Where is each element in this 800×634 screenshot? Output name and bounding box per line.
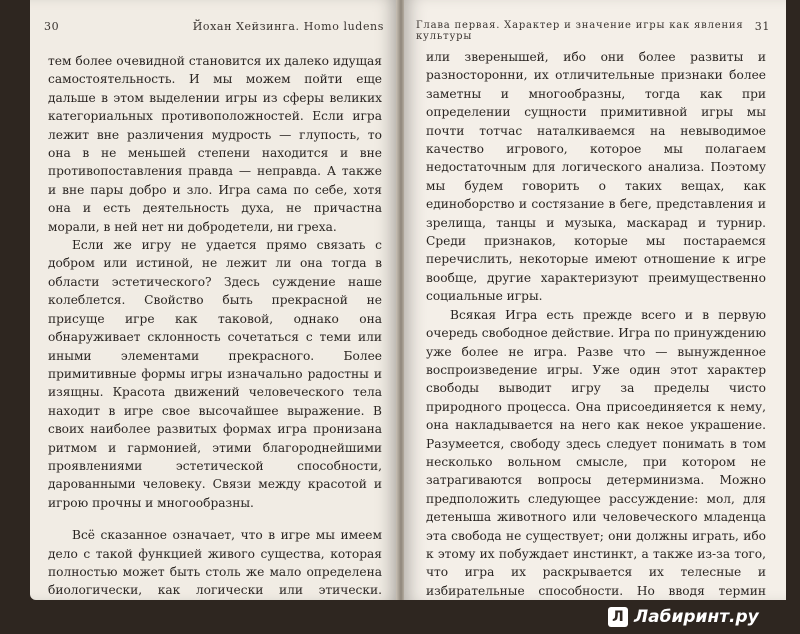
left-running-head: Йохан Хейзинга. Homo ludens <box>192 20 384 33</box>
labirint-watermark <box>608 600 759 634</box>
paragraph: Всё сказанное означает, что в игре мы имеем дело с такой функцией живого существа, которая полностью может быть столь же мало определена биологически, как логически или этически. <box>48 528 382 598</box>
right-running-head: Глава первая. Характер и значение игры как явления культуры <box>416 20 744 42</box>
paragraph: или зверенышей, ибо они более развиты и разносторонни, их отличительные признаки более заметны и многообразны, тогда как при определении сущности примитивной игры мы почти тотчас наталкиваемся на невыводимое качество игрового, которое мы полагаем недостаточным для логического анализа. Поэтому мы будем говорить о таких вещах, как единоборство и состязание в беге, представления и зрелища, танцы и музыка, маскарад и турнир. Среди признаков, которые мы постараемся перечислить, некоторые имеют отношение к игре вообще, другие характеризуют преимущественно социальные игры. <box>426 50 766 304</box>
left-page-text <box>48 52 382 600</box>
right-page-number: 31 <box>754 20 770 33</box>
left-page-number: 30 <box>44 20 60 33</box>
paragraph: Всякая Игра есть прежде всего и в первую очередь свободное действие. Игра по принуждению уже более не игра. Разве что — вынужденное воспроизведение игры. Уже один этот характер свободы выводит игру за пределы чисто природного процесса. Она присоединяется к нему, она накладывается на него как некое украшение. Разумеется, свободу здесь следует понимать в том несколько вольном смысле, при котором не затрагиваются вопросы детерминизма. Можно предположить следующее рассуждение: мол, для детеныша животного или человеческого младенца эта свобода не существует; они должны играть, ибо к этому их побуждает инстинкт, а также из-за того, что игра их раскрывается их телесные и избирательные способности. Но вводя термин <box>426 307 766 598</box>
labirint-logo-icon: Л <box>608 607 628 627</box>
watermark-text: Лабиринт.ру <box>634 607 759 627</box>
paragraph: Если же игру не удается прямо связать с добром или истиной, не лежит ли она тогда в области эстетического? Здесь суждение наше колеблется. Свойство быть прекрасной не присуще игре как таковой, однако она обнаруживает склонность сочетаться с теми или иными элементами прекрасного. Более примитивные формы игры изначально радостны и изящны. Красота движений человеческого тела находит в игре свое высочайшее выражение. В своих наиболее развитых формах игра пронизана ритмом и гармонией, этими благороднейшими проявлениями эстетической способности, дарованными человеку. Связи между красотой и игрою прочны и многообразны. <box>48 238 382 510</box>
paragraph: тем более очевидной становится их далеко идущая самостоятельность. И мы можем пойти еще дальше в этом выделении игры из сферы великих категориальных противоположностей. Если игра лежит вне различения мудрость — глупость, то она в не меньшей степени находится и вне противопоставления правда — неправда. А также и вне пары добро и зло. Игра сама по себе, хотя она и есть деятельность духа, не причастна морали, в ней нет ни добродетели, ни греха. <box>48 54 382 234</box>
left-page <box>30 0 398 600</box>
right-page-text <box>426 48 766 600</box>
right-page <box>404 0 786 600</box>
paragraph-break <box>48 512 382 526</box>
